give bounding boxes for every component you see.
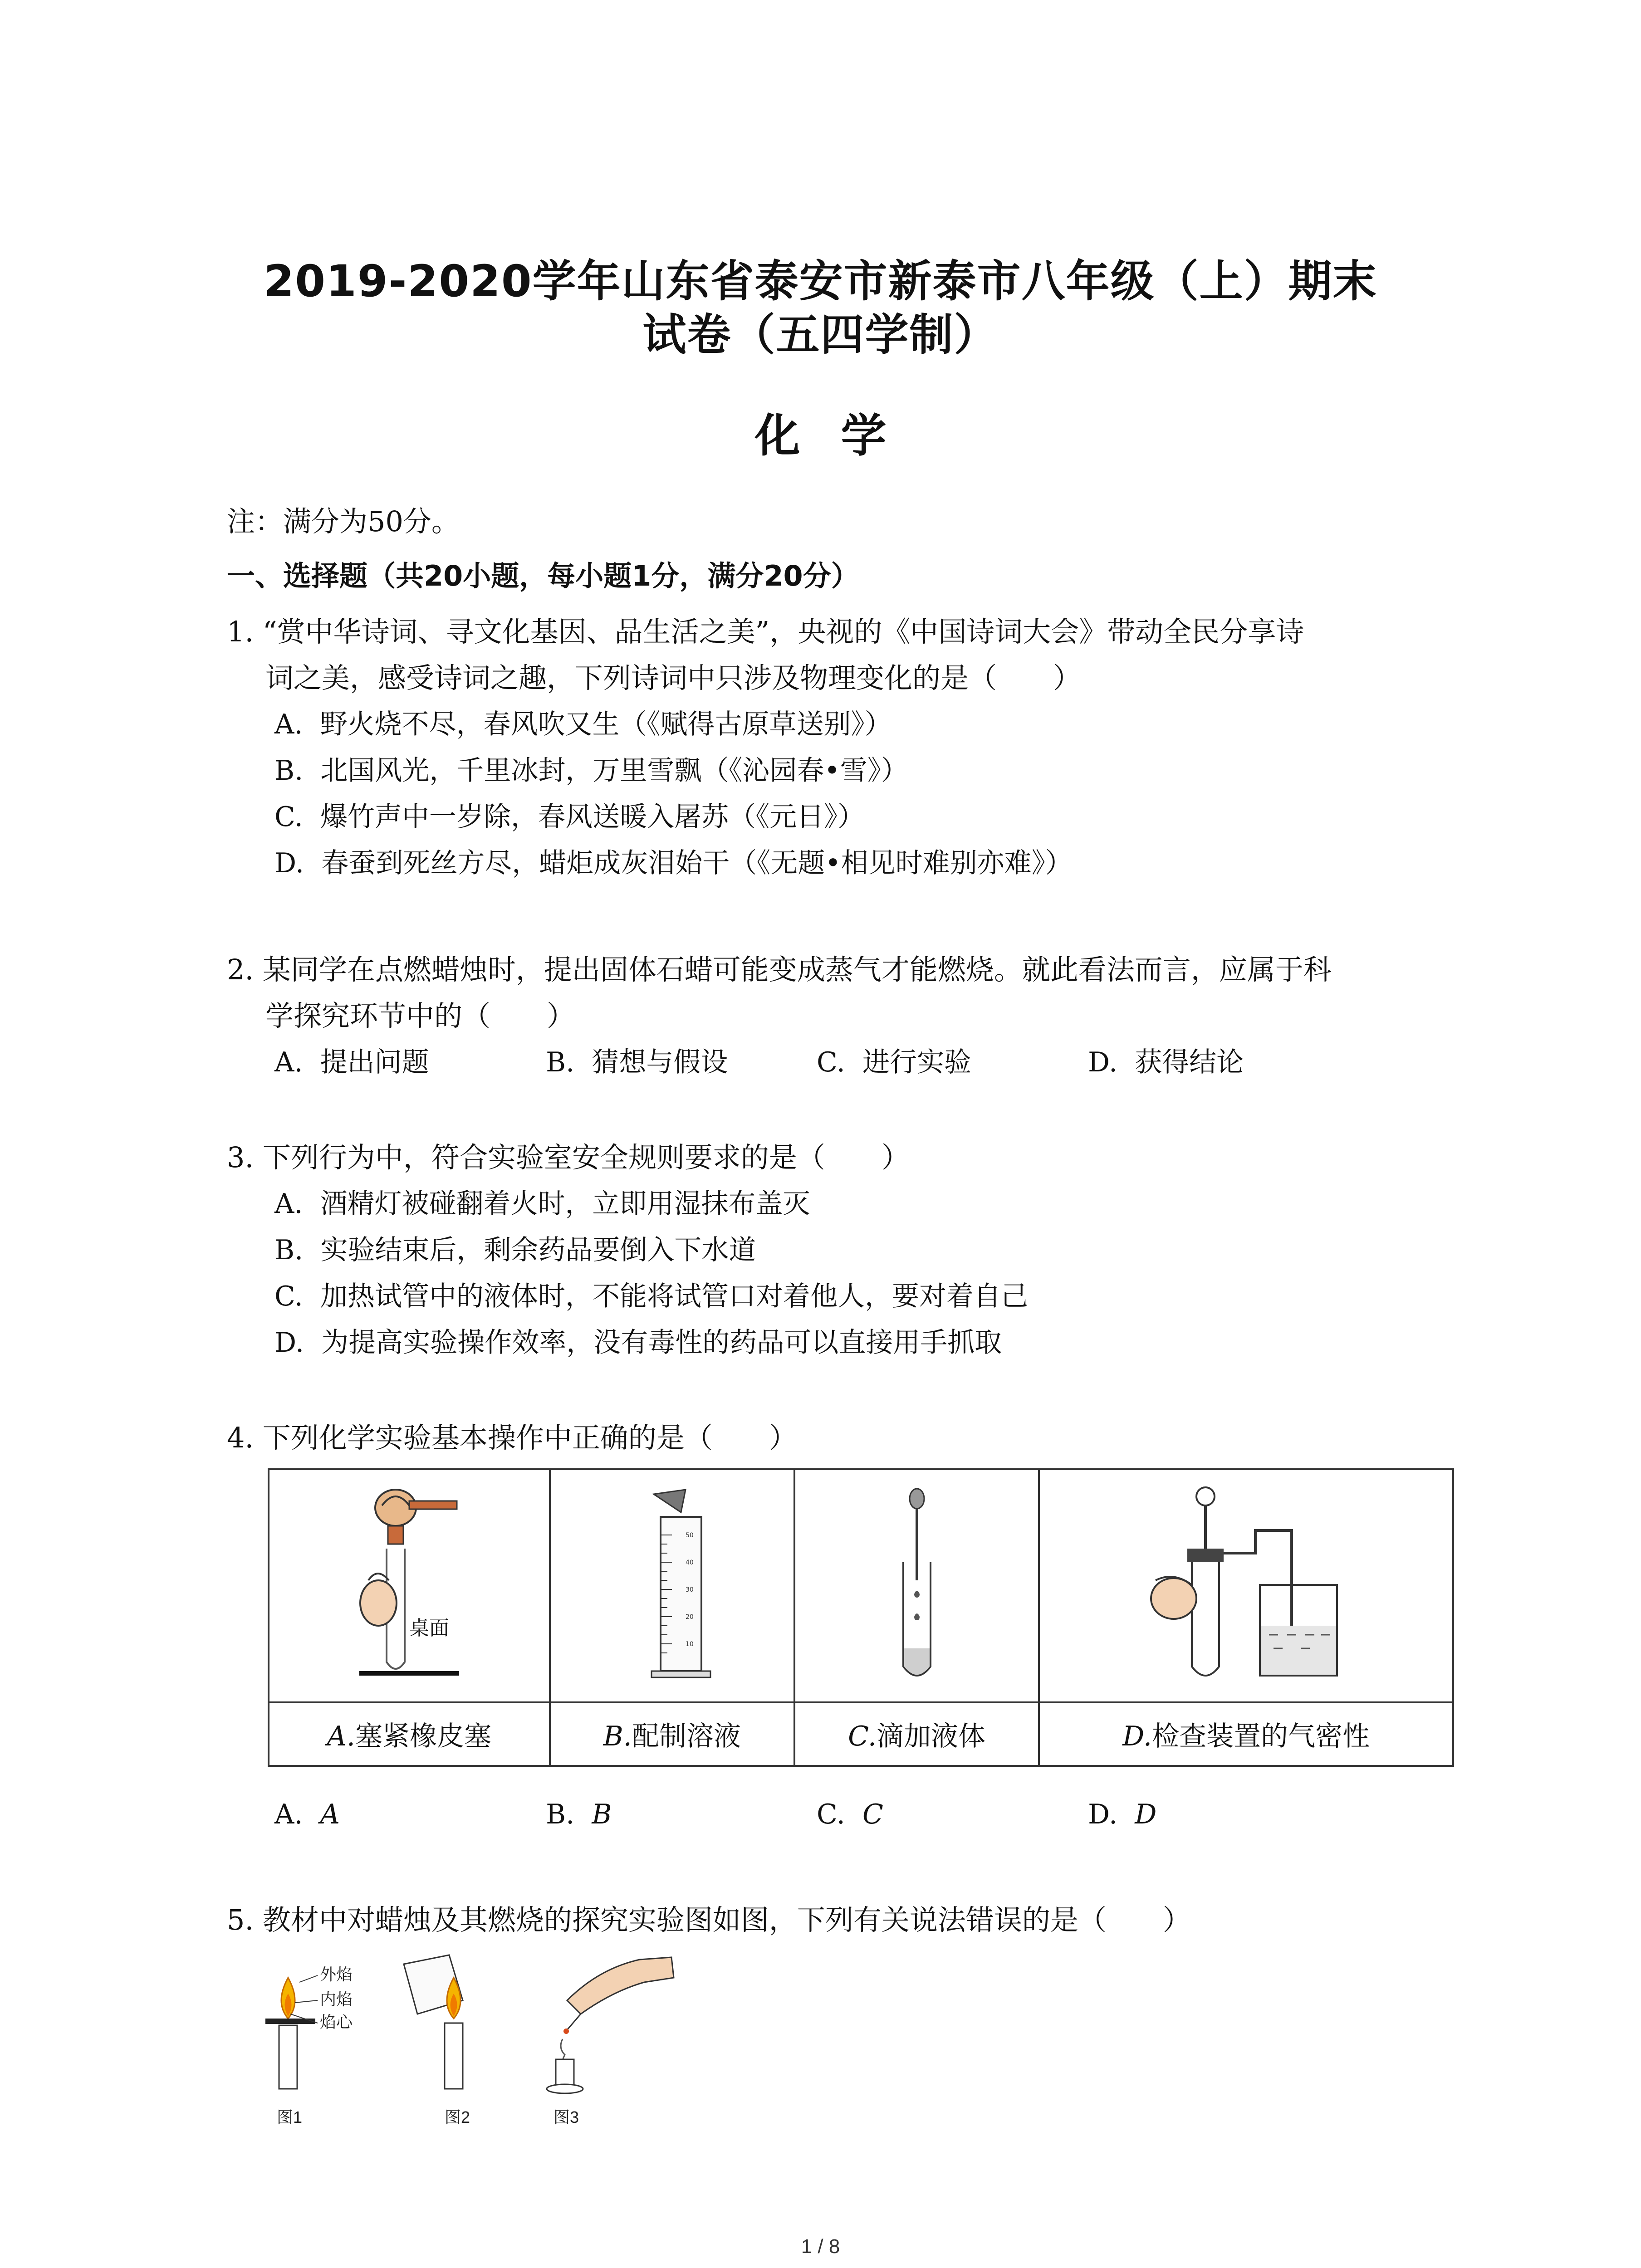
option-b: B. B [546,1799,612,1830]
dropper-figure [872,1481,962,1689]
stopper-figure [341,1481,477,1689]
exam-title-line1: 2019-2020学年山东省泰安市新泰市八年级（上）期末 [264,256,1377,307]
option-c: C. 加热试管中的液体时，不能将试管口对着他人，要对着自己 [274,1281,1028,1312]
figure-2 [404,1955,470,2126]
question-number: 1. [227,615,254,648]
question-number: 2. [227,953,254,986]
flame-outer-label: 外焰 [320,1965,353,1984]
tick-label: 10 [686,1641,694,1648]
figure-1 [265,1965,353,2126]
option-a: A. 酒精灯被碰翻着火时，立即用湿抹布盖灭 [274,1188,810,1220]
option-a: A. 野火烧不尽，春风吹又生（《赋得古原草送别》） [274,709,892,740]
option-a: A. A [274,1799,340,1830]
question-stem: 下列行为中，符合实验室安全规则要求的是（ ） [262,1141,910,1174]
caption-a: A.塞紧橡皮塞 [269,1702,550,1766]
option-a: A. 提出问题 [274,1046,429,1078]
option-b: B. 实验结束后，剩余药品要倒入下水道 [274,1234,756,1266]
option-d: D. D [1088,1799,1157,1830]
question-number: 4. [227,1421,254,1454]
cylinder-figure [627,1481,717,1689]
page-number: 1 / 8 [801,2235,840,2258]
subject-heading: 化学 [754,409,927,462]
option-c: C. 进行实验 [817,1046,971,1078]
figure-cell-d [1039,1469,1453,1702]
exam-title-line2: 试卷（五四学制） [642,309,999,360]
score-note: 注：满分为50分。 [227,505,460,538]
option-c: C. 爆竹声中一岁除，春风送暖入屠苏（《元日》） [274,801,865,833]
figure-cell-c [794,1469,1039,1702]
option-c: C. C [817,1799,883,1830]
question-stem-cont: 学探究环节中的（ ） [265,999,575,1032]
flame-core-label: 焰心 [320,2013,353,2031]
question-stem: “赏中华诗词、寻文化基因、品生活之美”，央视的《中国诗词大会》带动全民分享诗 [262,615,1304,648]
figure-cell-b [550,1469,794,1702]
airtight-figure [1142,1481,1351,1689]
question-stem: 下列化学实验基本操作中正确的是（ ） [262,1421,797,1454]
caption-b: B.配制溶液 [550,1702,794,1766]
desk-label: 桌面 [409,1617,449,1640]
operations-table [268,1468,1454,1767]
figure-2-label: 图2 [445,2108,470,2126]
figure-cell-a [269,1469,550,1702]
tick-label: 40 [686,1559,694,1566]
caption-d: D.检查装置的气密性 [1039,1702,1453,1766]
candle-figure [254,1950,730,2168]
question-stem-cont: 词之美，感受诗词之趣，下列诗词中只涉及物理变化的是（ ） [265,661,1082,694]
caption-c: C.滴加液体 [794,1702,1039,1766]
option-d: D. 春蚕到死丝方尽，蜡炬成灰泪始干（《无题•相见时难别亦难》） [274,847,1073,879]
figure-3 [547,1957,674,2126]
tick-label: 20 [686,1613,694,1621]
question-stem: 教材中对蜡烛及其燃烧的探究实验图如图，下列有关说法错误的是（ ） [262,1903,1191,1936]
tick-label: 30 [686,1586,694,1593]
option-d: D. 为提高实验操作效率，没有毒性的药品可以直接用手抓取 [274,1327,1002,1359]
option-b: B. 猜想与假设 [546,1046,728,1078]
figure-1-label: 图1 [277,2108,303,2126]
option-b: B. 北国风光，千里冰封，万里雪飘（《沁园春•雪》） [274,755,908,787]
flame-inner-label: 内焰 [320,1990,353,2009]
question-number: 3. [227,1141,254,1174]
tick-label: 50 [686,1532,694,1539]
section-heading: 一、选择题（共20小题，每小题1分，满分20分） [227,559,859,592]
question-number: 5. [227,1903,254,1936]
figure-3-label: 图3 [554,2108,579,2126]
question-stem: 某同学在点燃蜡烛时，提出固体石蜡可能变成蒸气才能燃烧。就此看法而言，应属于科 [262,953,1332,986]
option-d: D. 获得结论 [1088,1046,1244,1078]
